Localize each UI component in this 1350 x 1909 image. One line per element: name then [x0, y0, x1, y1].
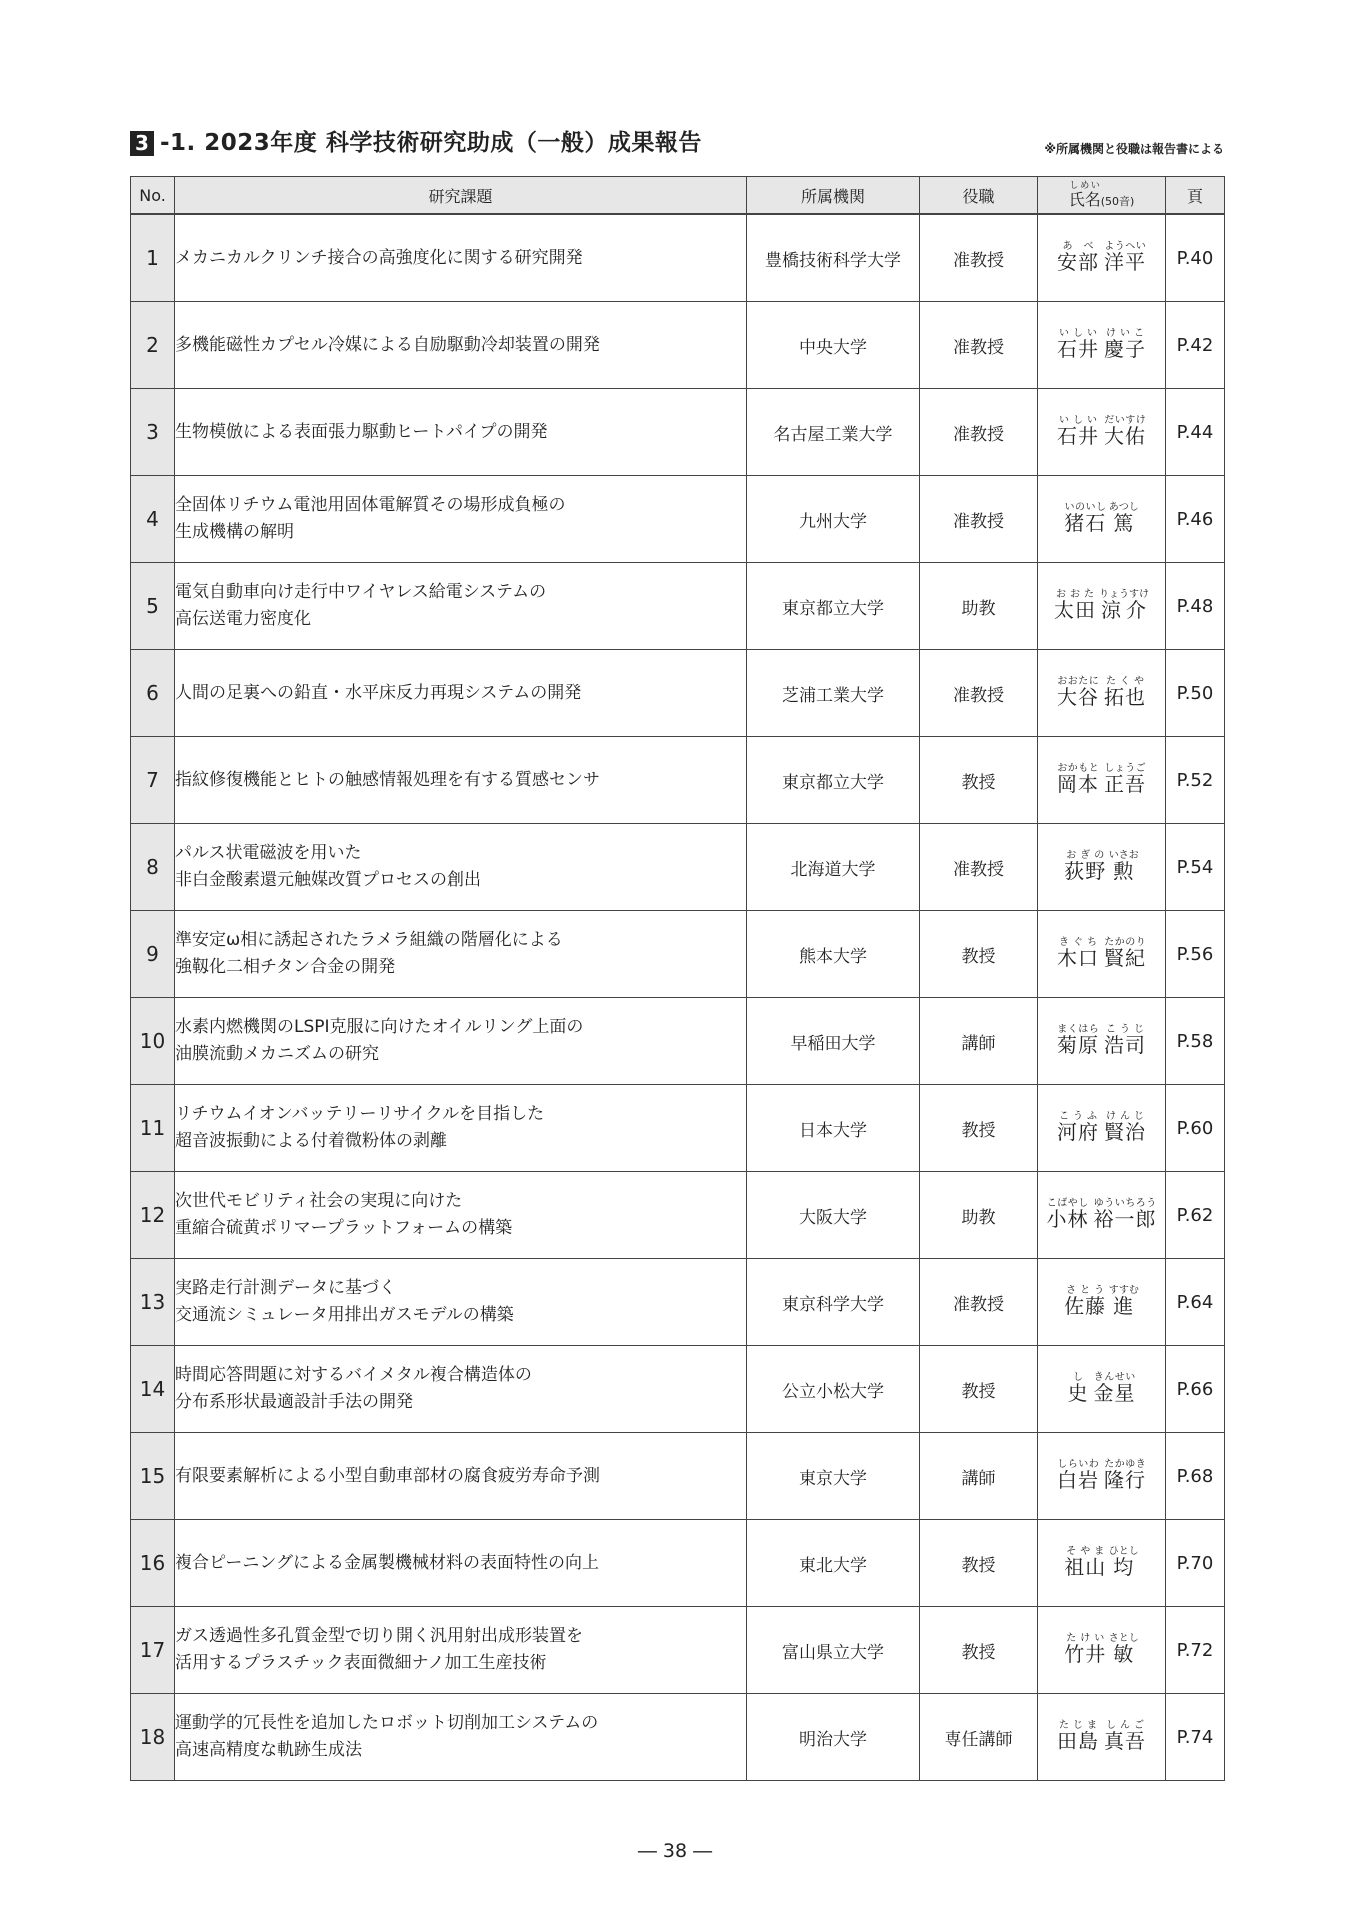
page-ref: P.54	[1166, 824, 1225, 911]
row-number: 8	[131, 824, 175, 911]
given-name-reading: いさお	[1108, 850, 1139, 861]
topic-line: 指紋修復機能とヒトの触感情報処理を有する質感センサ	[175, 769, 600, 790]
researcher-name	[1038, 1085, 1166, 1172]
topic-line: 強靱化二相チタン合金の開発	[175, 957, 396, 977]
given-name-reading: ゆういちろう	[1093, 1198, 1157, 1209]
row-number: 7	[131, 737, 175, 824]
table-row	[131, 1346, 1225, 1433]
given-name: 涼介りょうすけ	[1099, 589, 1150, 622]
research-topic	[175, 1694, 747, 1781]
affiliation: 日本大学	[747, 1085, 920, 1172]
table-row	[131, 1694, 1225, 1781]
position: 准教授	[920, 214, 1038, 302]
section-number-badge: 3	[130, 131, 154, 156]
page-ref: P.56	[1166, 911, 1225, 998]
row-number: 11	[131, 1085, 175, 1172]
table-row	[131, 1520, 1225, 1607]
section-title: -1. 2023年度 科学技術研究助成（一般）成果報告	[160, 130, 702, 156]
given-name-reading: こうじ	[1104, 1024, 1147, 1035]
given-name-reading: けんじ	[1104, 1111, 1147, 1122]
page-ref: P.60	[1166, 1085, 1225, 1172]
surname-reading: おおた	[1053, 589, 1096, 600]
header-name-note: (50音)	[1100, 194, 1135, 208]
given-name: 裕一郎ゆういちろう	[1093, 1198, 1157, 1231]
header-name-reading: しめい	[1068, 180, 1101, 191]
page-ref: P.64	[1166, 1259, 1225, 1346]
topic-line: 全固体リチウム電池用固体電解質その場形成負極の	[175, 495, 566, 515]
row-number: 9	[131, 911, 175, 998]
table-row	[131, 1607, 1225, 1694]
researcher-name	[1038, 389, 1166, 476]
position: 教授	[920, 911, 1038, 998]
surname: 石井いしい	[1056, 328, 1099, 361]
page-ref: P.72	[1166, 1607, 1225, 1694]
surname-reading: し	[1067, 1372, 1089, 1383]
row-number: 2	[131, 302, 175, 389]
given-name-reading: けいこ	[1104, 328, 1147, 339]
given-name: 洋平ようへい	[1104, 241, 1147, 274]
researcher-name	[1038, 998, 1166, 1085]
row-number: 3	[131, 389, 175, 476]
page-ref: P.52	[1166, 737, 1225, 824]
topic-line: 電気自動車向け走行中ワイヤレス給電システムの	[175, 582, 547, 602]
row-number: 16	[131, 1520, 175, 1607]
surname: 猪石いのいし	[1064, 502, 1107, 535]
table-row	[131, 1085, 1225, 1172]
header-note: ※所属機関と役職は報告書による	[1044, 142, 1224, 156]
position: 准教授	[920, 824, 1038, 911]
header-page: 頁	[1166, 177, 1225, 215]
researcher-name	[1038, 563, 1166, 650]
page-number: ― 38 ―	[637, 1840, 713, 1862]
research-topic	[175, 1520, 747, 1607]
grant-report-table	[130, 176, 1225, 1781]
affiliation: 東京都立大学	[747, 563, 920, 650]
research-topic	[175, 1085, 747, 1172]
given-name-reading: ひとし	[1108, 1546, 1139, 1557]
topic-line: 水素内燃機関のLSPI克服に向けたオイルリング上面の	[175, 1017, 584, 1037]
surname: 佐藤さとう	[1064, 1285, 1107, 1318]
row-number: 10	[131, 998, 175, 1085]
topic-line: 運動学的冗長性を追加したロボット切削加工システムの	[175, 1713, 599, 1733]
given-name-reading: しょうご	[1104, 763, 1147, 774]
researcher-name	[1038, 911, 1166, 998]
given-name: 真吾しんご	[1104, 1720, 1147, 1753]
topic-line: 非白金酸素還元触媒改質プロセスの創出	[175, 870, 481, 890]
given-name-reading: たかのり	[1104, 937, 1147, 948]
position: 助教	[920, 1172, 1038, 1259]
affiliation: 東北大学	[747, 1520, 920, 1607]
table-row	[131, 389, 1225, 476]
row-number: 1	[131, 214, 175, 302]
given-name-reading: ようへい	[1104, 241, 1147, 252]
given-name: 均ひとし	[1108, 1546, 1139, 1579]
topic-line: パルス状電磁波を用いた	[175, 843, 362, 863]
researcher-name	[1038, 214, 1166, 302]
affiliation: 豊橋技術科学大学	[747, 214, 920, 302]
researcher-name	[1038, 1259, 1166, 1346]
affiliation: 名古屋工業大学	[747, 389, 920, 476]
research-topic	[175, 302, 747, 389]
surname: 安部あべ	[1056, 241, 1099, 274]
position: 教授	[920, 1085, 1038, 1172]
header-affiliation: 所属機関	[747, 177, 920, 215]
page-ref: P.48	[1166, 563, 1225, 650]
given-name: 篤あつし	[1108, 502, 1139, 535]
affiliation: 早稲田大学	[747, 998, 920, 1085]
given-name: 金星きんせい	[1093, 1372, 1136, 1405]
table-row	[131, 998, 1225, 1085]
researcher-name	[1038, 824, 1166, 911]
row-number: 6	[131, 650, 175, 737]
table-row	[131, 563, 1225, 650]
table-row	[131, 476, 1225, 563]
surname-reading: しらいわ	[1056, 1459, 1099, 1470]
position: 教授	[920, 737, 1038, 824]
header-topic: 研究課題	[175, 177, 747, 215]
research-topic	[175, 1259, 747, 1346]
surname-reading: たじま	[1056, 1720, 1099, 1731]
surname: 竹井たけい	[1064, 1633, 1107, 1666]
surname: 石井いしい	[1056, 415, 1099, 448]
surname-reading: おおたに	[1056, 676, 1099, 687]
surname-reading: こばやし	[1046, 1198, 1089, 1209]
research-topic	[175, 476, 747, 563]
surname: 大谷おおたに	[1056, 676, 1099, 709]
table-row	[131, 302, 1225, 389]
surname-reading: さとう	[1064, 1285, 1107, 1296]
research-topic	[175, 911, 747, 998]
surname: 河府こうふ	[1056, 1111, 1099, 1144]
given-name: 賢治けんじ	[1104, 1111, 1147, 1144]
page-ref: P.68	[1166, 1433, 1225, 1520]
research-topic	[175, 1346, 747, 1433]
researcher-name	[1038, 1346, 1166, 1433]
position: 准教授	[920, 302, 1038, 389]
affiliation: 芝浦工業大学	[747, 650, 920, 737]
surname-reading: たけい	[1064, 1633, 1107, 1644]
given-name-reading: きんせい	[1093, 1372, 1136, 1383]
researcher-name	[1038, 737, 1166, 824]
table-row	[131, 1172, 1225, 1259]
page-ref: P.70	[1166, 1520, 1225, 1607]
row-number: 13	[131, 1259, 175, 1346]
table-header-row	[131, 177, 1225, 215]
topic-line: 油膜流動メカニズムの研究	[175, 1044, 379, 1064]
given-name: 隆行たかゆき	[1104, 1459, 1147, 1492]
given-name: 敏さとし	[1108, 1633, 1139, 1666]
table-row	[131, 824, 1225, 911]
affiliation: 公立小松大学	[747, 1346, 920, 1433]
row-number: 15	[131, 1433, 175, 1520]
surname: 岡本おかもと	[1056, 763, 1099, 796]
researcher-name	[1038, 1694, 1166, 1781]
given-name-reading: だいすけ	[1104, 415, 1147, 426]
page-ref: P.50	[1166, 650, 1225, 737]
surname: 木口きぐち	[1056, 937, 1099, 970]
research-topic	[175, 1433, 747, 1520]
position: 教授	[920, 1520, 1038, 1607]
research-topic	[175, 563, 747, 650]
page-ref: P.74	[1166, 1694, 1225, 1781]
research-topic	[175, 389, 747, 476]
row-number: 17	[131, 1607, 175, 1694]
surname-reading: そやま	[1064, 1546, 1107, 1557]
given-name: 拓也たくや	[1104, 676, 1147, 709]
page-ref: P.44	[1166, 389, 1225, 476]
surname-reading: きぐち	[1056, 937, 1099, 948]
position: 教授	[920, 1607, 1038, 1694]
researcher-name	[1038, 476, 1166, 563]
surname-reading: こうふ	[1056, 1111, 1099, 1122]
affiliation: 東京科学大学	[747, 1259, 920, 1346]
topic-line: 生物模倣による表面張力駆動ヒートパイプの開発	[175, 421, 548, 442]
position: 専任講師	[920, 1694, 1038, 1781]
surname-reading: おぎの	[1064, 850, 1107, 861]
given-name-reading: たかゆき	[1104, 1459, 1147, 1470]
table-body	[131, 214, 1225, 1781]
header-position: 役職	[920, 177, 1038, 215]
position: 教授	[920, 1346, 1038, 1433]
surname: 田島たじま	[1056, 1720, 1099, 1753]
given-name-reading: さとし	[1108, 1633, 1139, 1644]
table-row	[131, 737, 1225, 824]
page-ref: P.42	[1166, 302, 1225, 389]
given-name: 進すすむ	[1108, 1285, 1139, 1318]
position: 准教授	[920, 389, 1038, 476]
page-ref: P.62	[1166, 1172, 1225, 1259]
researcher-name	[1038, 1520, 1166, 1607]
page-ref: P.66	[1166, 1346, 1225, 1433]
surname: 小林こばやし	[1046, 1198, 1089, 1231]
topic-line: 有限要素解析による小型自動車部材の腐食疲労寿命予測	[175, 1465, 600, 1486]
research-topic	[175, 998, 747, 1085]
topic-line: 重縮合硫黄ポリマープラットフォームの構築	[175, 1218, 513, 1238]
position: 講師	[920, 998, 1038, 1085]
surname-reading: あべ	[1056, 241, 1099, 252]
row-number: 12	[131, 1172, 175, 1259]
affiliation: 北海道大学	[747, 824, 920, 911]
table-row	[131, 214, 1225, 302]
given-name: 慶子けいこ	[1104, 328, 1147, 361]
surname: 荻野おぎの	[1064, 850, 1107, 883]
position: 助教	[920, 563, 1038, 650]
header-name	[1038, 177, 1166, 215]
row-number: 5	[131, 563, 175, 650]
affiliation: 明治大学	[747, 1694, 920, 1781]
surname: 白岩しらいわ	[1056, 1459, 1099, 1492]
page-ref: P.58	[1166, 998, 1225, 1085]
affiliation: 九州大学	[747, 476, 920, 563]
researcher-name	[1038, 1172, 1166, 1259]
surname-reading: いしい	[1056, 415, 1099, 426]
given-name: 正吾しょうご	[1104, 763, 1147, 796]
affiliation: 中央大学	[747, 302, 920, 389]
position: 准教授	[920, 1259, 1038, 1346]
given-name: 浩司こうじ	[1104, 1024, 1147, 1057]
given-name: 賢紀たかのり	[1104, 937, 1147, 970]
table-row	[131, 1433, 1225, 1520]
page-ref: P.40	[1166, 214, 1225, 302]
given-name-reading: あつし	[1108, 502, 1139, 513]
header-no: No.	[131, 177, 175, 215]
surname-reading: いのいし	[1064, 502, 1107, 513]
row-number: 18	[131, 1694, 175, 1781]
given-name-reading: すすむ	[1108, 1285, 1139, 1296]
given-name-reading: たくや	[1104, 676, 1147, 687]
surname-reading: いしい	[1056, 328, 1099, 339]
topic-line: 超音波振動による付着微粉体の剥離	[175, 1131, 447, 1151]
surname: 太田おおた	[1053, 589, 1096, 622]
section-header	[130, 128, 1224, 164]
given-name: 大佑だいすけ	[1104, 415, 1147, 448]
topic-line: 生成機構の解明	[175, 522, 294, 542]
position: 准教授	[920, 476, 1038, 563]
given-name-reading: しんご	[1104, 1720, 1147, 1731]
affiliation: 熊本大学	[747, 911, 920, 998]
researcher-name	[1038, 650, 1166, 737]
surname-reading: おかもと	[1056, 763, 1099, 774]
header-name-ruby: 氏名しめい	[1068, 180, 1101, 209]
research-topic	[175, 824, 747, 911]
topic-line: 時間応答問題に対するバイメタル複合構造体の	[175, 1365, 532, 1385]
topic-line: 活用するプラスチック表面微細ナノ加工生産技術	[175, 1653, 547, 1673]
research-topic	[175, 214, 747, 302]
table-row	[131, 1259, 1225, 1346]
research-topic	[175, 1172, 747, 1259]
surname-reading: まくはら	[1056, 1024, 1099, 1035]
topic-line: メカニカルクリンチ接合の高強度化に関する研究開発	[175, 247, 583, 268]
surname: 史し	[1067, 1372, 1089, 1405]
research-topic	[175, 737, 747, 824]
topic-line: 次世代モビリティ社会の実現に向けた	[175, 1191, 463, 1211]
page-ref: P.46	[1166, 476, 1225, 563]
topic-line: 高伝送電力密度化	[175, 609, 311, 629]
table-row	[131, 650, 1225, 737]
row-number: 4	[131, 476, 175, 563]
surname: 祖山そやま	[1064, 1546, 1107, 1579]
research-topic	[175, 1607, 747, 1694]
topic-line: 準安定ω相に誘起されたラメラ組織の階層化による	[175, 930, 563, 950]
topic-line: 高速高精度な軌跡生成法	[175, 1740, 362, 1760]
surname: 菊原まくはら	[1056, 1024, 1099, 1057]
topic-line: 人間の足裏への鉛直・水平床反力再現システムの開発	[175, 682, 582, 703]
topic-line: 分布系形状最適設計手法の開発	[175, 1392, 413, 1412]
position: 准教授	[920, 650, 1038, 737]
given-name: 勲いさお	[1108, 850, 1139, 883]
affiliation: 大阪大学	[747, 1172, 920, 1259]
topic-line: 複合ピーニングによる金属製機械材料の表面特性の向上	[175, 1552, 599, 1573]
affiliation: 東京都立大学	[747, 737, 920, 824]
researcher-name	[1038, 302, 1166, 389]
row-number: 14	[131, 1346, 175, 1433]
affiliation: 東京大学	[747, 1433, 920, 1520]
topic-line: 交通流シミュレータ用排出ガスモデルの構築	[175, 1305, 514, 1325]
researcher-name	[1038, 1607, 1166, 1694]
affiliation: 富山県立大学	[747, 1607, 920, 1694]
researcher-name	[1038, 1433, 1166, 1520]
given-name-reading: りょうすけ	[1099, 589, 1150, 600]
topic-line: ガス透過性多孔質金型で切り開く汎用射出成形装置を	[175, 1626, 583, 1646]
topic-line: 多機能磁性カプセル冷媒による自励駆動冷却装置の開発	[175, 334, 600, 355]
research-topic	[175, 650, 747, 737]
position: 講師	[920, 1433, 1038, 1520]
topic-line: 実路走行計測データに基づく	[175, 1278, 396, 1298]
table-row	[131, 911, 1225, 998]
topic-line: リチウムイオンバッテリーリサイクルを目指した	[175, 1104, 545, 1124]
